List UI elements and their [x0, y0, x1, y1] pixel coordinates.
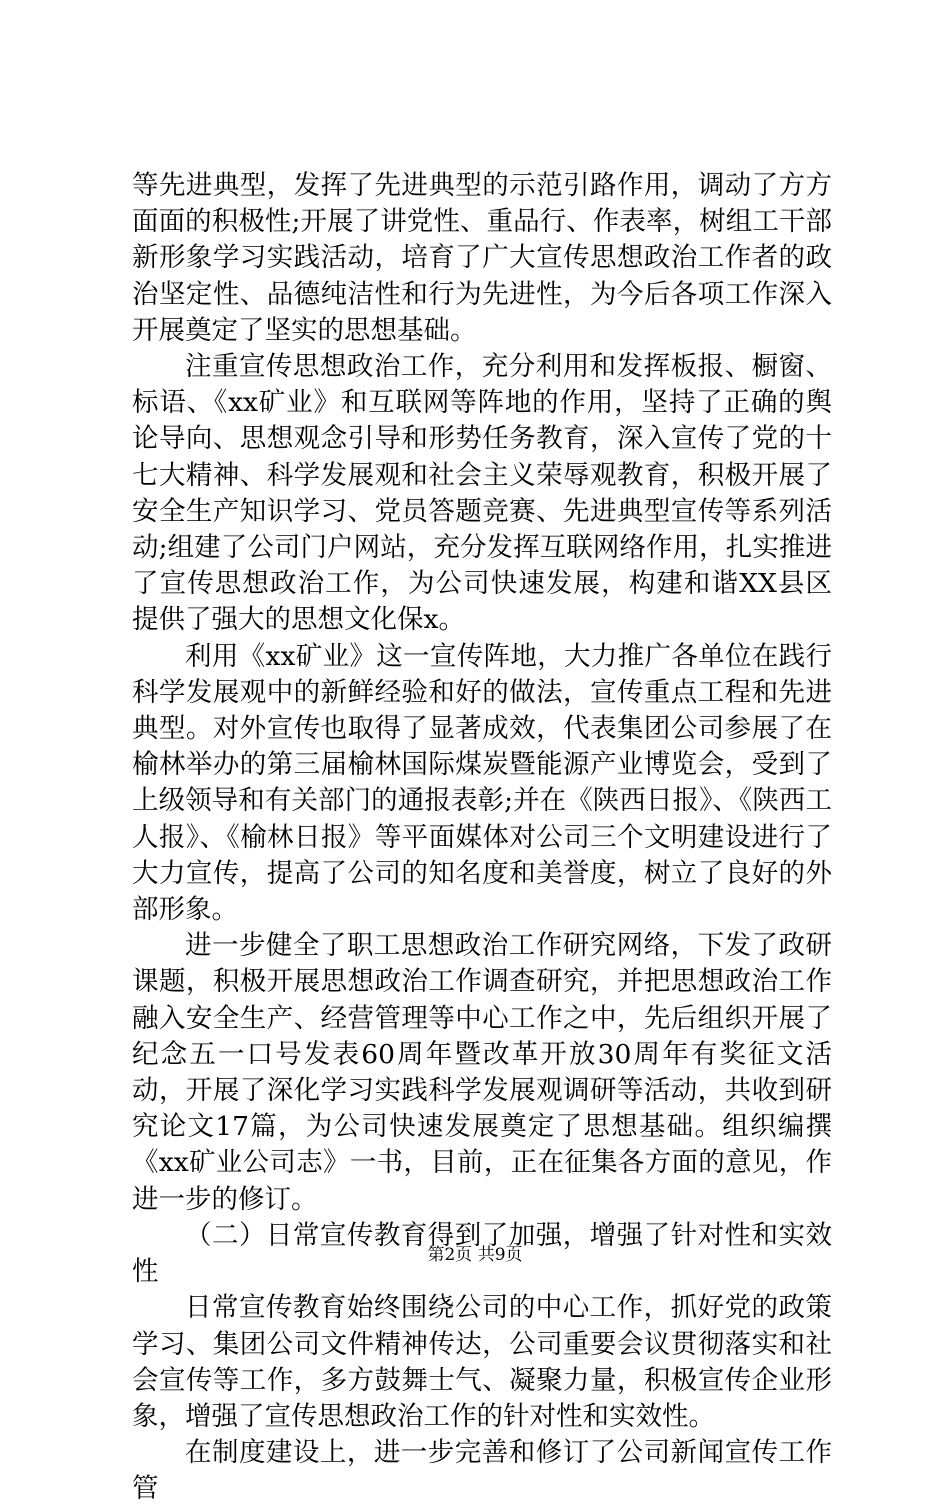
paragraph-system-building: 在制度建设上，进一步完善和修订了公司新闻宣传工作管: [132, 1437, 832, 1505]
paragraph-research-network: 进一步健全了职工思想政治工作研究网络，下发了政研课题，积极开展思想政治工作调查研究，并把思想政治工作融入安全生产、经营管理等中心工作之中，先后组织开展了纪念五一口号发表60周年暨改革开放30周年有奖征文活动，开展了深化学习实践科学发展观调研等活动，共收到研究论文17篇，为公司快速发展奠定了思想基础。组织编撰《xx矿业公司志》一书，目前，正在征集各方面的意见，作进一步的修订。: [132, 930, 832, 1215]
section-heading-daily-education: （二）日常宣传教育得到了加强，增强了针对性和实效性: [132, 1219, 832, 1288]
paragraph-daily-education: 日常宣传教育始终围绕公司的中心工作，抓好党的政策学习、集团公司文件精神传达，公司重要会议贯彻落实和社会宣传等工作，多方鼓舞士气、凝聚力量，积极宣传企业形象，增强了宣传思想政治工作的针对性和实效性。: [132, 1292, 832, 1432]
paragraph-continued: 等先进典型，发挥了先进典型的示范引路作用，调动了方方面面的积极性;开展了讲党性、重品行、作表率，树组工干部新形象学习实践活动，培育了广大宣传思想政治工作者的政治坚定性、品德纯洁性和行为先进性，为今后各项工作深入开展奠定了坚实的思想基础。: [132, 170, 832, 346]
paragraph-external-publicity: 利用《xx矿业》这一宣传阵地，大力推广各单位在践行科学发展观中的新鲜经验和好的做法，宣传重点工程和先进典型。对外宣传也取得了显著成效，代表集团公司参展了在榆林举办的第三届榆林国际煤炭暨能源产业博览会，受到了上级领导和有关部门的通报表彰;并在《陕西日报》、《陕西工人报》、《榆林日报》等平面媒体对公司三个文明建设进行了大力宣传，提高了公司的知名度和美誉度，树立了良好的外部形象。: [132, 640, 832, 926]
paragraph-publicity-work: 注重宣传思想政治工作，充分利用和发挥板报、橱窗、标语、《xx矿业》和互联网等阵地的作用，坚持了正确的舆论导向、思想观念引导和形势任务教育，深入宣传了党的十七大精神、科学发展观和社会主义荣辱观教育，积极开展了安全生产知识学习、党员答题竞赛、先进典型宣传等系列活动;组建了公司门户网站，充分发挥互联网络作用，扎实推进了宣传思想政治工作，为公司快速发展，构建和谐XX县区提供了强大的思想文化保x。: [132, 351, 832, 636]
document-body: [132, 168, 832, 1508]
page-number-footer: 第2页 共9页: [427, 1245, 523, 1265]
